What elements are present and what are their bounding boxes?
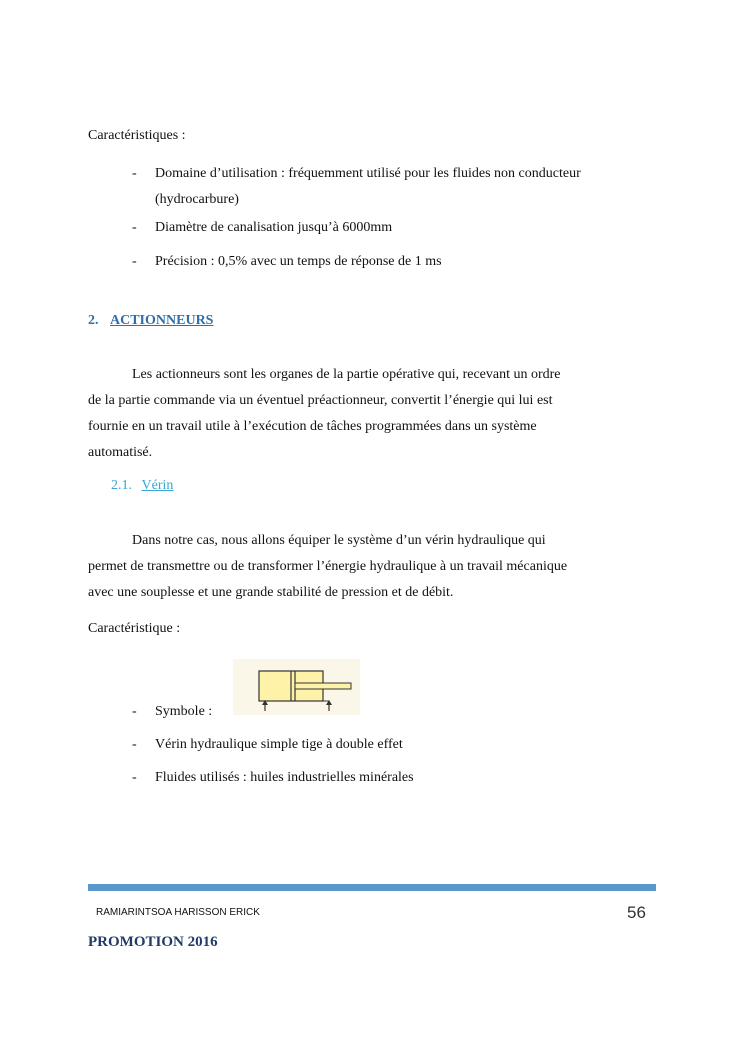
double-acting-cylinder-icon <box>233 659 360 715</box>
heading-title: Vérin <box>141 478 174 493</box>
list-dash: - <box>132 737 137 752</box>
footer-author: RAMIARINTSOA HARISSON ERICK <box>96 907 260 918</box>
list-item-text-continued: (hydrocarbure) <box>155 192 239 207</box>
heading-number: 2.1. <box>111 478 132 493</box>
cylinder-symbol <box>233 659 360 715</box>
list-dash: - <box>132 166 137 181</box>
subsection-heading-verin <box>111 478 173 494</box>
list-item-text: Vérin hydraulique simple tige à double effet <box>155 737 403 752</box>
footer-divider <box>88 884 656 891</box>
paragraph-actionneurs <box>88 362 608 466</box>
list-dash: - <box>132 220 137 235</box>
characteristic-label: Caractéristique : <box>88 621 181 636</box>
list-item-text: Précision : 0,5% avec un temps de réponse de 1 ms <box>155 254 442 269</box>
heading-title: ACTIONNEURS <box>110 313 214 328</box>
paragraph-line: de la partie commande via un éventuel préactionneur, convertit l’énergie qui lui est <box>88 393 553 408</box>
list-item-text: Diamètre de canalisation jusqu’à 6000mm <box>155 220 393 235</box>
list-dash: - <box>132 704 137 719</box>
list-item-text: Domaine d’utilisation : fréquemment utilisé pour les fluides non conducteur <box>155 166 581 181</box>
list-item-text: Fluides utilisés : huiles industrielles minérales <box>155 770 414 785</box>
characteristics-label: Caractéristiques : <box>88 128 186 143</box>
heading-number: 2. <box>88 313 99 328</box>
paragraph-line: fournie en un travail utile à l’exécution de tâches programmées dans un système <box>88 419 537 434</box>
page-number: 56 <box>627 903 646 922</box>
list-dash: - <box>132 770 137 785</box>
footer-promotion: PROMOTION 2016 <box>88 934 218 950</box>
paragraph-verin <box>88 528 608 606</box>
paragraph-line: automatisé. <box>88 445 153 460</box>
paragraph-line: Dans notre cas, nous allons équiper le système d’un vérin hydraulique qui <box>132 533 546 548</box>
paragraph-line: permet de transmettre ou de transformer l’énergie hydraulique à un travail mécanique <box>88 559 568 574</box>
paragraph-line: Les actionneurs sont les organes de la partie opérative qui, recevant un ordre <box>132 367 561 382</box>
paragraph-line: avec une souplesse et une grande stabilité de pression et de débit. <box>88 585 454 600</box>
section-heading-actionneurs <box>88 313 213 329</box>
list-dash: - <box>132 254 137 269</box>
list-item-text: Symbole : <box>155 704 213 719</box>
